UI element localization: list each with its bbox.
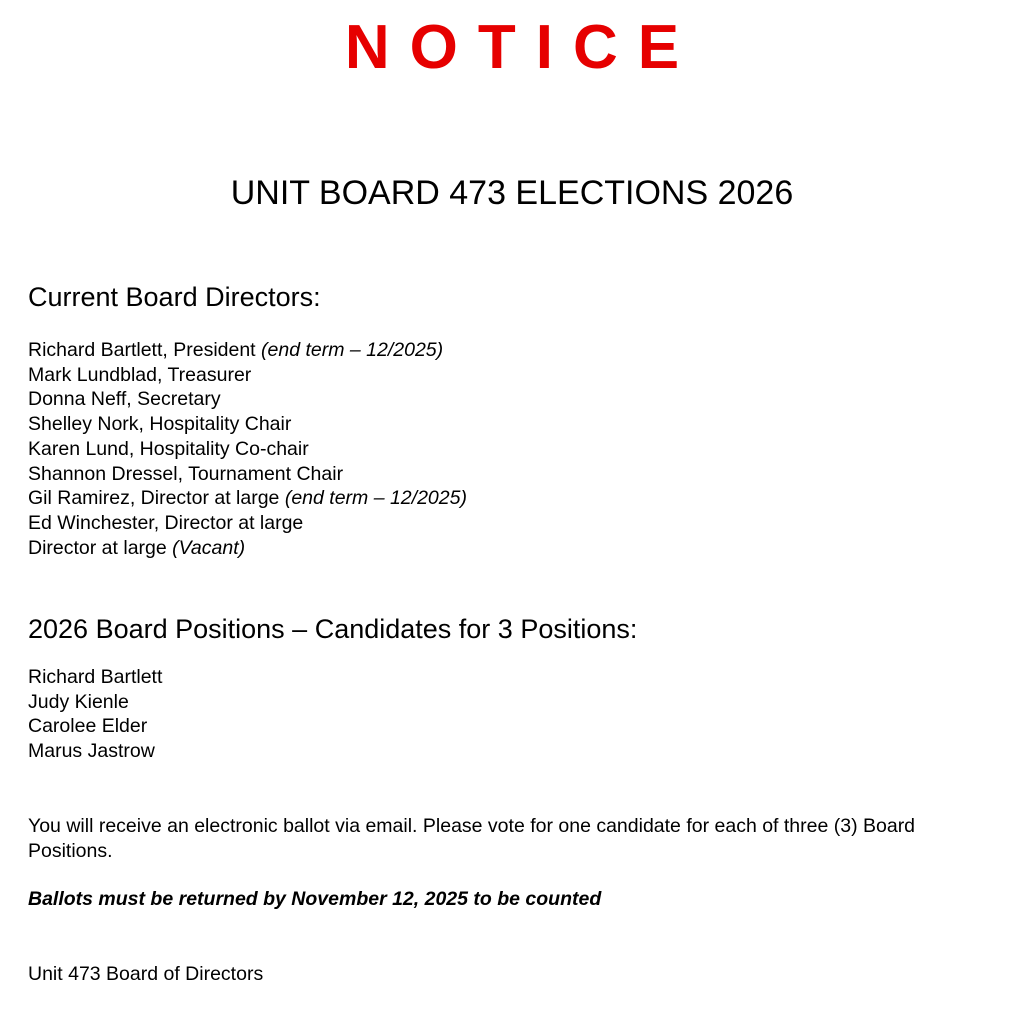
term-note: (end term – 12/2025)	[261, 339, 444, 361]
candidates-list	[28, 665, 162, 764]
notice-heading: NOTICE	[344, 13, 700, 82]
page-title: UNIT BOARD 473 ELECTIONS 2026	[230, 174, 794, 212]
list-item: Donna Neff, Secretary	[28, 388, 221, 411]
list-item: Shelley Nork, Hospitality Chair	[28, 413, 292, 436]
list-item: Gil Ramirez, Director at large (end term – 12/2025)	[28, 487, 467, 510]
list-item: Judy Kienle	[28, 690, 129, 713]
list-item: Mark Lundblad, Treasurer	[28, 363, 252, 386]
list-item: Ed Winchester, Director at large	[28, 511, 304, 534]
candidates-heading: 2026 Board Positions – Candidates for 3 Positions:	[28, 614, 638, 644]
ballot-deadline: Ballots must be returned by November 12, 2025 to be counted	[28, 888, 602, 910]
list-item: Richard Bartlett	[28, 666, 163, 688]
vacant-note: (Vacant)	[172, 536, 246, 559]
signature: Unit 473 Board of Directors	[28, 963, 264, 985]
current-board-heading: Current Board Directors:	[28, 282, 321, 312]
list-item: Carolee Elder	[28, 715, 148, 738]
current-board-list	[28, 338, 467, 560]
term-note: (end term – 12/2025)	[284, 487, 467, 510]
list-item: Richard Bartlett, President (end term – 12/2025)	[28, 339, 444, 361]
list-item: Karen Lund, Hospitality Co-chair	[28, 437, 309, 460]
list-item: Marus Jastrow	[28, 740, 155, 763]
ballot-instructions: You will receive an electronic ballot via email. Please vote for one candidate for each of three (3) Board Positions.	[28, 815, 916, 862]
list-item: Director at large (Vacant)	[28, 536, 246, 559]
list-item: Shannon Dressel, Tournament Chair	[28, 462, 344, 485]
